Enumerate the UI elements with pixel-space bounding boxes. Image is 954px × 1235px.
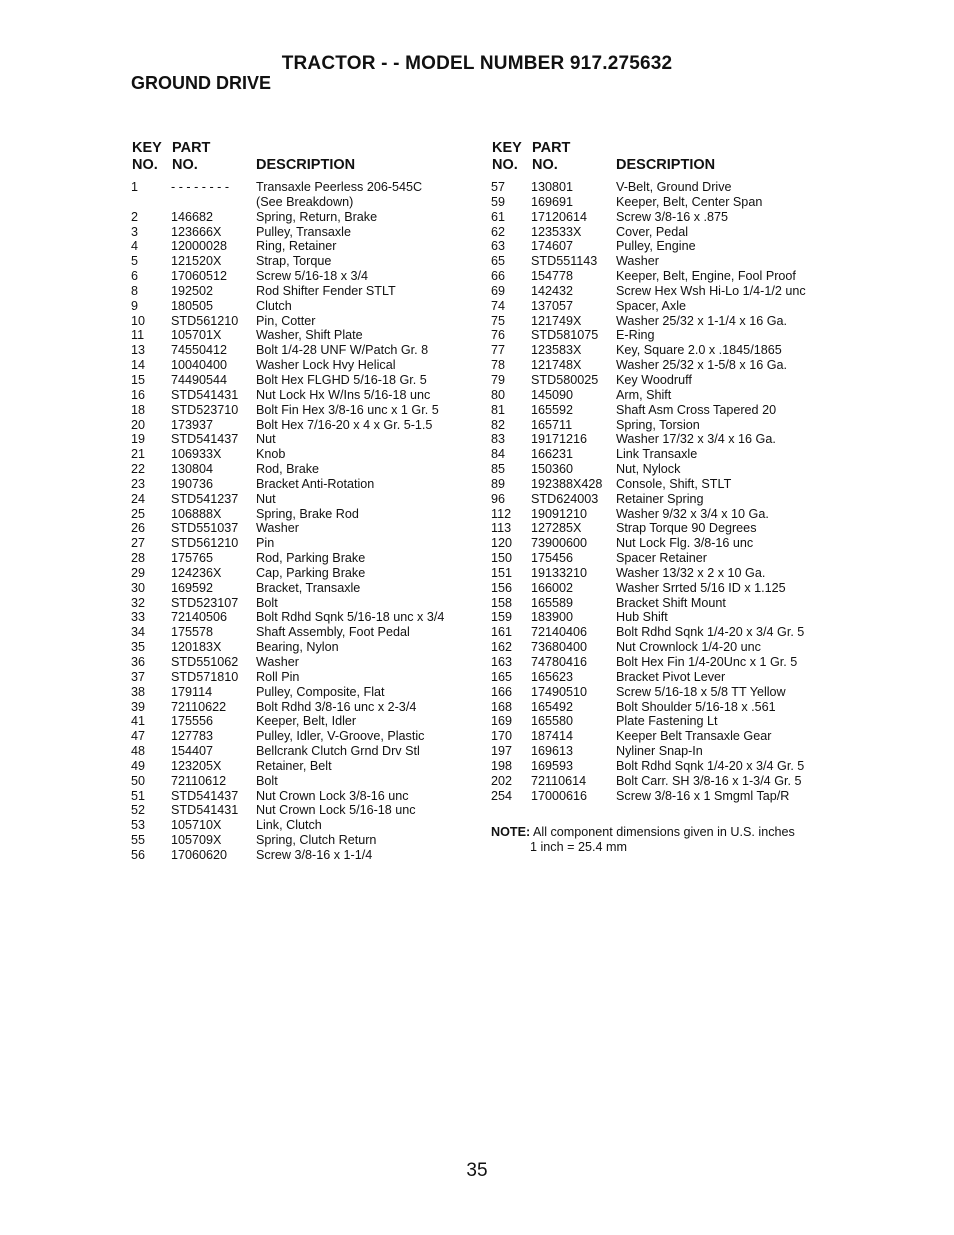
- key-number: 10: [131, 313, 146, 328]
- part-description: Washer 9/32 x 3/4 x 10 Ga.: [616, 506, 769, 521]
- part-description: Pulley, Idler, V-Groove, Plastic: [256, 729, 425, 744]
- key-number: 53: [131, 818, 146, 833]
- key-number: 83: [491, 432, 506, 447]
- key-number: 5: [131, 254, 139, 269]
- part-number: STD541237: [171, 491, 239, 506]
- key-number: 158: [491, 595, 513, 610]
- part-description: E-Ring: [616, 328, 655, 343]
- key-number: 163: [491, 655, 513, 669]
- part-description: Rod, Brake: [256, 462, 319, 477]
- part-description: Bolt Rdhd Sqnk 1/4-20 x 3/4 Gr. 5: [616, 625, 805, 640]
- part-number: 19171216: [531, 432, 588, 447]
- part-number: 142432: [531, 283, 574, 298]
- part-description: Washer Srrted 5/16 ID x 1.125: [616, 580, 786, 595]
- key-number: 51: [131, 788, 146, 803]
- part-description: V-Belt, Ground Drive: [616, 180, 732, 194]
- part-description: Roll Pin: [256, 669, 300, 684]
- part-description: Bolt 1/4-28 UNF W/Patch Gr. 8: [256, 343, 429, 358]
- key-number: 29: [131, 565, 146, 580]
- part-number: 105710X: [171, 818, 222, 833]
- part-number: 12000028: [171, 239, 228, 254]
- note: [491, 825, 795, 855]
- key-number: 197: [491, 744, 513, 759]
- part-number: 175556: [171, 714, 214, 729]
- key-number: 4: [131, 239, 139, 254]
- part-description: Rod, Parking Brake: [256, 551, 366, 566]
- part-description: Washer 17/32 x 3/4 x 16 Ga.: [616, 432, 776, 447]
- part-number: 19133210: [531, 565, 588, 580]
- part-header-line1: PART: [532, 140, 571, 156]
- key-number: 20: [131, 417, 146, 432]
- part-number: 124236X: [171, 565, 222, 580]
- key-number: 89: [491, 476, 506, 491]
- key-number: 61: [491, 209, 506, 224]
- key-number: 159: [491, 610, 513, 625]
- part-description: Shaft Assembly, Foot Pedal: [256, 625, 410, 640]
- part-number: 17490510: [531, 684, 588, 699]
- key-header-line2: NO.: [132, 157, 158, 173]
- part-description: Bolt Fin Hex 3/8-16 unc x 1 Gr. 5: [256, 402, 439, 417]
- key-number: 63: [491, 239, 506, 254]
- part-number: 146682: [171, 209, 214, 224]
- part-number: 120183X: [171, 640, 222, 655]
- part-number: 175765: [171, 551, 214, 566]
- part-number: 154778: [531, 269, 574, 284]
- description-header: DESCRIPTION: [616, 157, 716, 173]
- key-number: 38: [131, 684, 146, 699]
- key-header-line2: NO.: [492, 157, 518, 173]
- key-number: 79: [491, 372, 506, 387]
- part-description: Screw 5/16-18 x 5/8 TT Yellow: [616, 684, 786, 699]
- key-number: 26: [131, 521, 146, 536]
- key-number: 120: [491, 536, 513, 551]
- part-number: STD580025: [531, 372, 599, 387]
- part-number: STD624003: [531, 491, 599, 506]
- part-number: 121749X: [531, 313, 582, 328]
- part-number: 166231: [531, 447, 574, 462]
- part-number: 130801: [531, 180, 574, 194]
- part-header-line2: NO.: [172, 157, 198, 173]
- part-number: 183900: [531, 610, 574, 625]
- part-number: 74780416: [531, 655, 588, 669]
- part-description: Screw 3/8-16 x 1-1/4: [256, 847, 373, 862]
- key-number: 57: [491, 180, 506, 194]
- key-number: 81: [491, 402, 506, 417]
- part-description: Bellcrank Clutch Grnd Drv Stl: [256, 744, 420, 759]
- key-number: 202: [491, 773, 513, 788]
- part-description: Screw 3/8-16 x .875: [616, 209, 729, 224]
- part-description: Link Transaxle: [616, 447, 698, 462]
- part-description: Bracket Anti-Rotation: [256, 476, 375, 491]
- part-description: Strap, Torque: [256, 254, 332, 269]
- part-number: 165580: [531, 714, 574, 729]
- key-number: 156: [491, 580, 513, 595]
- key-number: 25: [131, 506, 146, 521]
- key-number: 113: [491, 521, 512, 536]
- part-description: Cap, Parking Brake: [256, 565, 366, 580]
- part-description: Bolt: [256, 595, 278, 610]
- part-description: Screw Hex Wsh Hi-Lo 1/4-1/2 unc: [616, 283, 806, 298]
- part-number: STD561210: [171, 313, 239, 328]
- key-number: 77: [491, 343, 506, 358]
- part-number: 166002: [531, 580, 574, 595]
- part-number: STD541437: [171, 432, 239, 447]
- part-description: Nut: [256, 491, 276, 506]
- key-number: 66: [491, 269, 506, 284]
- part-number: 174607: [531, 239, 574, 254]
- part-description: Washer: [616, 254, 659, 269]
- key-number: 16: [131, 387, 146, 402]
- key-number: 55: [131, 833, 146, 848]
- note-conversion: 1 inch = 25.4 mm: [530, 840, 627, 854]
- part-description: Retainer Spring: [616, 491, 704, 506]
- part-description: Pulley, Composite, Flat: [256, 684, 385, 699]
- part-description: Washer 13/32 x 2 x 10 Ga.: [616, 565, 766, 580]
- key-number: 15: [131, 372, 146, 387]
- part-description: Washer 25/32 x 1-1/4 x 16 Ga.: [616, 313, 788, 328]
- part-number: STD541431: [171, 803, 239, 818]
- part-description: Spring, Brake Rod: [256, 506, 359, 521]
- part-description: Key Woodruff: [616, 372, 692, 387]
- part-number: 165592: [531, 402, 574, 417]
- key-number: 6: [131, 269, 139, 284]
- part-number: 169592: [171, 580, 214, 595]
- part-description: (See Breakdown): [256, 194, 354, 209]
- part-description: Bearing, Nylon: [256, 640, 339, 655]
- part-description: Shaft Asm Cross Tapered 20: [616, 402, 777, 417]
- part-number: 173937: [171, 417, 214, 432]
- part-number: STD551143: [531, 254, 598, 269]
- key-number: 30: [131, 580, 146, 595]
- part-number: 165492: [531, 699, 574, 714]
- part-description: Plate Fastening Lt: [616, 714, 718, 729]
- part-description: Bolt Hex FLGHD 5/16-18 Gr. 5: [256, 372, 427, 387]
- part-number: 169613: [531, 744, 574, 759]
- section-title: GROUND DRIVE: [131, 73, 272, 93]
- part-number: 165589: [531, 595, 574, 610]
- part-description: Washer: [256, 521, 299, 536]
- key-number: 27: [131, 536, 146, 551]
- part-description: Spring, Torsion: [616, 417, 700, 432]
- key-number: 168: [491, 699, 513, 714]
- key-number: 52: [131, 803, 146, 818]
- key-number: 3: [131, 224, 139, 239]
- part-number: 145090: [531, 387, 574, 402]
- part-number: 123583X: [531, 343, 582, 358]
- part-description: Keeper, Belt, Engine, Fool Proof: [616, 269, 796, 284]
- key-number: 49: [131, 758, 146, 773]
- part-number: 17000616: [531, 788, 588, 803]
- key-number: 19: [131, 432, 146, 447]
- part-number: 130804: [171, 462, 214, 477]
- part-description: Keeper Belt Transaxle Gear: [616, 729, 772, 744]
- part-number: 72110622: [171, 699, 227, 714]
- key-number: 21: [131, 447, 146, 462]
- part-description: Bracket Pivot Lever: [616, 669, 726, 684]
- part-number: STD541431: [171, 387, 239, 402]
- part-description: Nut Lock Hx W/Ins 5/16-18 unc: [256, 387, 431, 402]
- part-description: Nut Crown Lock 5/16-18 unc: [256, 803, 416, 818]
- key-number: 13: [131, 343, 146, 358]
- part-number: 179114: [171, 684, 213, 699]
- part-description: Pulley, Engine: [616, 239, 696, 254]
- part-number: STD551062: [171, 655, 239, 669]
- part-description: Nut, Nylock: [616, 462, 681, 477]
- part-number: STD581075: [531, 328, 599, 343]
- part-number: 123205X: [171, 758, 222, 773]
- part-description: Keeper, Belt, Center Span: [616, 194, 763, 209]
- key-number: 165: [491, 669, 513, 684]
- key-number: 24: [131, 491, 146, 506]
- part-number: 123666X: [171, 224, 222, 239]
- part-description: Ring, Retainer: [256, 239, 337, 254]
- part-number: 121520X: [171, 254, 222, 269]
- note-text: All component dimensions given in U.S. inches: [530, 825, 795, 839]
- part-number: 17060512: [171, 269, 228, 284]
- part-description: Arm, Shift: [616, 387, 672, 402]
- part-description: Console, Shift, STLT: [616, 476, 732, 491]
- part-description: Washer: [256, 655, 299, 669]
- part-number: 105701X: [171, 328, 222, 343]
- key-number: 35: [131, 640, 146, 655]
- part-description: Strap Torque 90 Degrees: [616, 521, 757, 536]
- part-description: Spring, Clutch Return: [256, 833, 377, 848]
- key-header-line1: KEY: [492, 140, 522, 156]
- part-description: Nut Crown Lock 3/8-16 unc: [256, 788, 409, 803]
- page-title: TRACTOR - - MODEL NUMBER 917.275632: [281, 53, 673, 74]
- key-number: 33: [131, 610, 146, 625]
- part-number: 190736: [171, 476, 214, 491]
- part-description: Bolt Hex Fin 1/4-20Unc x 1 Gr. 5: [616, 655, 798, 669]
- part-description: Link, Clutch: [256, 818, 322, 833]
- part-number: 105709X: [171, 833, 222, 848]
- key-number: 9: [131, 298, 139, 313]
- part-description: Pin, Cotter: [256, 313, 316, 328]
- part-number: 106888X: [171, 506, 222, 521]
- part-number: 127783: [171, 729, 214, 744]
- part-number: 154407: [171, 744, 214, 759]
- key-number: 74: [491, 298, 506, 313]
- part-number: - - - - - - - -: [171, 180, 230, 194]
- part-description: Pulley, Transaxle: [256, 224, 351, 239]
- key-number: 161: [491, 625, 513, 640]
- key-number: 28: [131, 551, 146, 566]
- key-number: 62: [491, 224, 506, 239]
- part-number: 17060620: [171, 847, 228, 862]
- part-description: Bolt Rdhd Sqnk 1/4-20 x 3/4 Gr. 5: [616, 758, 805, 773]
- part-description: Bolt Shoulder 5/16-18 x .561: [616, 699, 776, 714]
- part-number: 72140406: [531, 625, 588, 640]
- part-number: STD523107: [171, 595, 239, 610]
- key-number: 23: [131, 476, 146, 491]
- part-description: Bolt Hex 7/16-20 x 4 x Gr. 5-1.5: [256, 417, 433, 432]
- part-description: Washer, Shift Plate: [256, 328, 363, 343]
- key-number: 14: [131, 358, 146, 373]
- part-number: 106933X: [171, 447, 222, 462]
- part-number: 19091210: [531, 506, 588, 521]
- note-label: NOTE:: [491, 825, 531, 839]
- key-number: 22: [131, 462, 146, 477]
- part-description: Knob: [256, 447, 286, 462]
- part-number: STD561210: [171, 536, 239, 551]
- part-number: 165623: [531, 669, 574, 684]
- key-number: 1: [131, 180, 139, 194]
- part-description: Transaxle Peerless 206-545C: [256, 180, 423, 194]
- part-description: Spacer, Axle: [616, 298, 687, 313]
- part-number: 165711: [531, 417, 573, 432]
- part-number: 73900600: [531, 536, 588, 551]
- key-number: 47: [131, 729, 146, 744]
- key-number: 80: [491, 387, 506, 402]
- key-number: 50: [131, 773, 146, 788]
- part-description: Pin: [256, 536, 275, 551]
- part-number: STD541437: [171, 788, 239, 803]
- key-number: 56: [131, 847, 146, 862]
- part-header-line2: NO.: [532, 157, 558, 173]
- key-number: 69: [491, 283, 506, 298]
- key-number: 151: [491, 565, 513, 580]
- part-description: Nut Crownlock 1/4-20 unc: [616, 640, 761, 655]
- key-number: 85: [491, 462, 506, 477]
- part-number: 169593: [531, 758, 574, 773]
- part-number: 73680400: [531, 640, 588, 655]
- part-description: Rod Shifter Fender STLT: [256, 283, 396, 298]
- part-description: Nut Lock Flg. 3/8-16 unc: [616, 536, 754, 551]
- part-description: Clutch: [256, 298, 292, 313]
- part-number: 17120614: [531, 209, 588, 224]
- part-number: 72110614: [531, 773, 587, 788]
- key-number: 32: [131, 595, 146, 610]
- part-description: Washer 25/32 x 1-5/8 x 16 Ga.: [616, 358, 788, 373]
- key-number: 65: [491, 254, 506, 269]
- key-number: 41: [131, 714, 146, 729]
- key-number: 18: [131, 402, 146, 417]
- part-number: 10040400: [171, 358, 228, 373]
- key-number: 254: [491, 788, 513, 803]
- key-number: 84: [491, 447, 506, 462]
- part-number: 175578: [171, 625, 214, 640]
- key-number: 78: [491, 358, 506, 373]
- part-number: 74490544: [171, 372, 228, 387]
- part-number: STD523710: [171, 402, 239, 417]
- part-number: 121748X: [531, 358, 582, 373]
- part-description: Cover, Pedal: [616, 224, 689, 239]
- page-number: 35: [466, 1160, 488, 1181]
- part-number: 187414: [531, 729, 574, 744]
- part-description: Bolt Carr. SH 3/8-16 x 1-3/4 Gr. 5: [616, 773, 802, 788]
- part-number: 192388X428: [531, 476, 603, 491]
- key-number: 11: [131, 328, 145, 343]
- part-number: STD571810: [171, 669, 239, 684]
- key-number: 198: [491, 758, 513, 773]
- part-number: 127285X: [531, 521, 582, 536]
- part-description: Bracket Shift Mount: [616, 595, 726, 610]
- part-number: 74550412: [171, 343, 228, 358]
- part-description: Nyliner Snap-In: [616, 744, 703, 759]
- part-description: Retainer, Belt: [256, 758, 332, 773]
- part-description: Spring, Return, Brake: [256, 209, 378, 224]
- part-header-line1: PART: [172, 140, 211, 156]
- key-number: 37: [131, 669, 146, 684]
- key-number: 82: [491, 417, 506, 432]
- key-number: 34: [131, 625, 146, 640]
- key-number: 75: [491, 313, 506, 328]
- description-header: DESCRIPTION: [256, 157, 356, 173]
- key-number: 76: [491, 328, 506, 343]
- part-number: 169691: [531, 194, 574, 209]
- part-number: 175456: [531, 551, 574, 566]
- key-number: 170: [491, 729, 513, 744]
- part-description: Hub Shift: [616, 610, 668, 625]
- part-description: Screw 3/8-16 x 1 Smgml Tap/R: [616, 788, 790, 803]
- key-number: 112: [491, 506, 512, 521]
- part-number: 150360: [531, 462, 574, 477]
- part-number: 137057: [531, 298, 574, 313]
- part-description: Bolt Rdhd 3/8-16 unc x 2-3/4: [256, 699, 417, 714]
- part-number: 72140506: [171, 610, 228, 625]
- part-description: Spacer Retainer: [616, 551, 708, 566]
- key-number: 8: [131, 283, 139, 298]
- key-number: 36: [131, 655, 146, 669]
- key-number: 39: [131, 699, 146, 714]
- key-number: 59: [491, 194, 506, 209]
- part-description: Bracket, Transaxle: [256, 580, 361, 595]
- key-header-line1: KEY: [132, 140, 162, 156]
- key-number: 150: [491, 551, 513, 566]
- part-description: Keeper, Belt, Idler: [256, 714, 357, 729]
- part-description: Bolt: [256, 773, 278, 788]
- key-number: 169: [491, 714, 513, 729]
- part-number: 123533X: [531, 224, 582, 239]
- part-description: Key, Square 2.0 x .1845/1865: [616, 343, 782, 358]
- key-number: 48: [131, 744, 146, 759]
- part-description: Bolt Rdhd Sqnk 5/16-18 unc x 3/4: [256, 610, 445, 625]
- key-number: 96: [491, 491, 506, 506]
- part-description: Washer Lock Hvy Helical: [256, 358, 396, 373]
- part-number: 180505: [171, 298, 214, 313]
- key-number: 2: [131, 209, 139, 224]
- key-number: 166: [491, 684, 513, 699]
- key-number: 162: [491, 640, 513, 655]
- part-number: 72110612: [171, 773, 227, 788]
- part-description: Screw 5/16-18 x 3/4: [256, 269, 369, 284]
- part-description: Nut: [256, 432, 276, 447]
- part-number: STD551037: [171, 521, 239, 536]
- part-number: 192502: [171, 283, 214, 298]
